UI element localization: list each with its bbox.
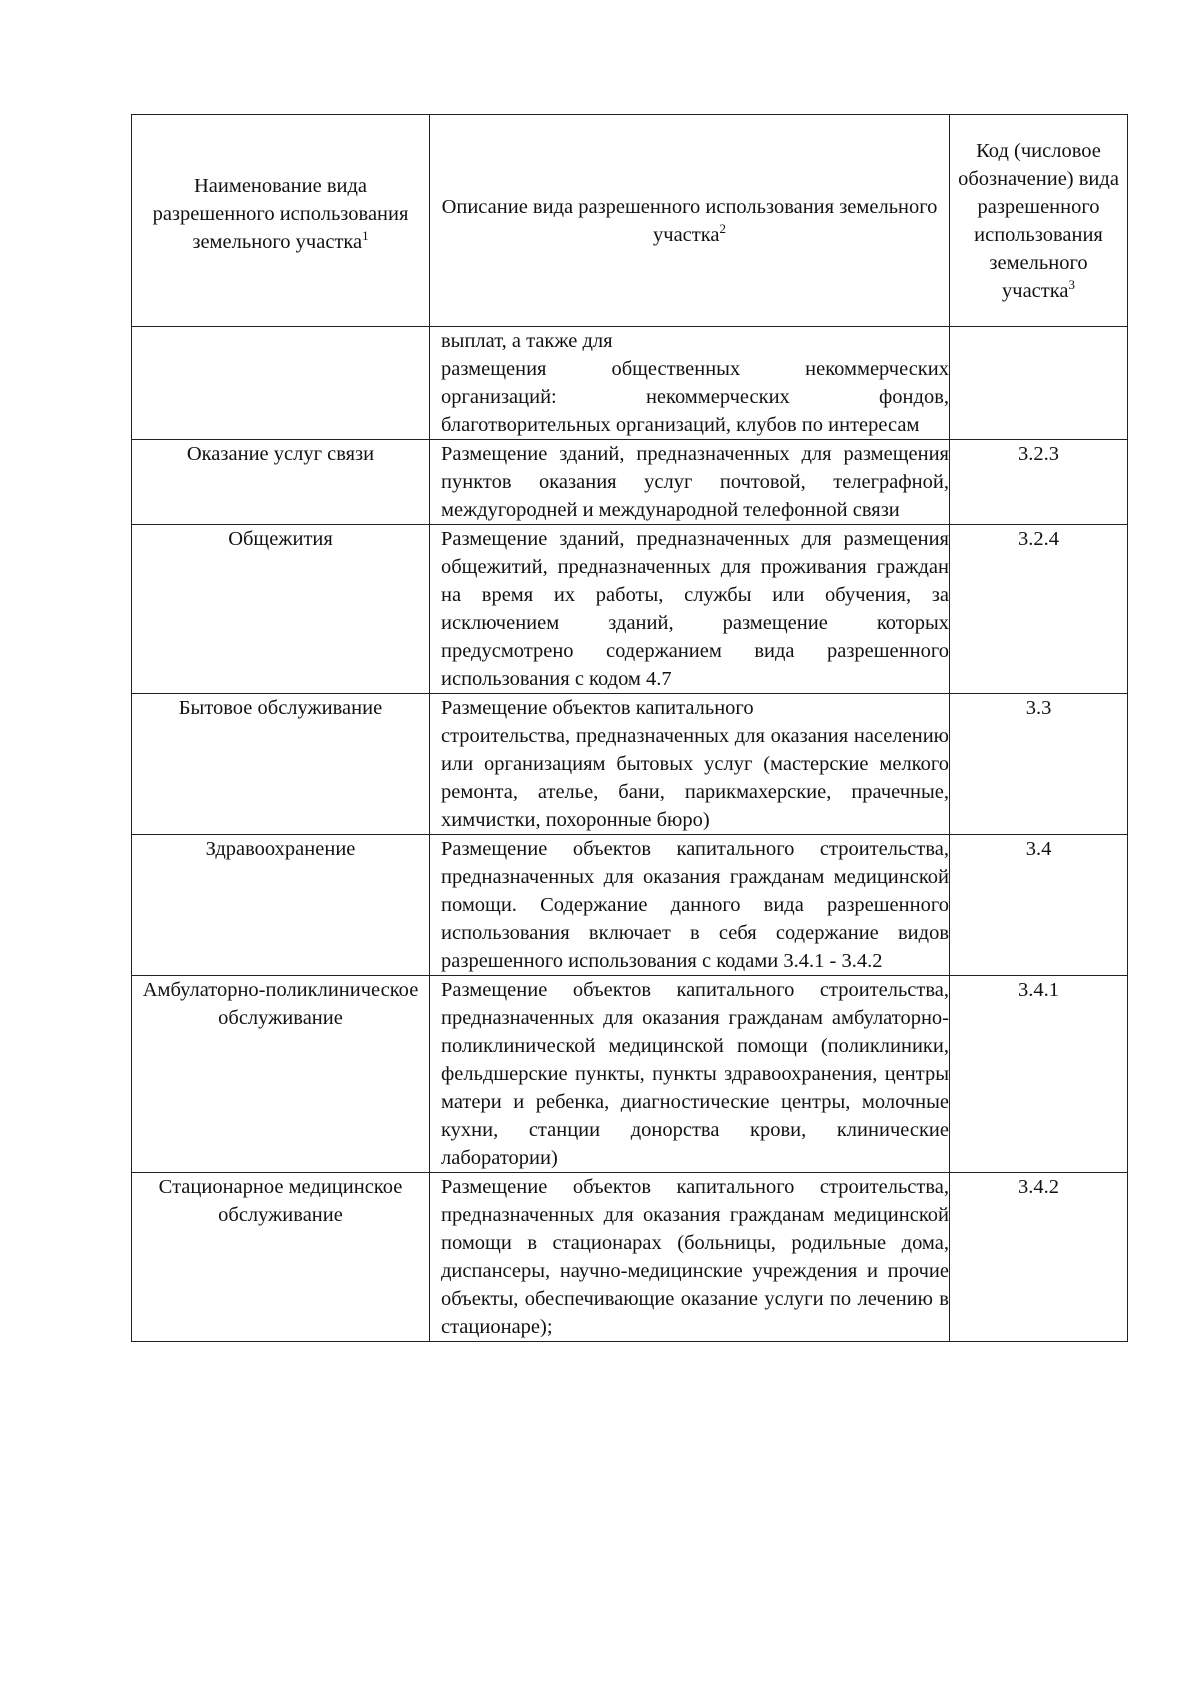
- row-code: 3.4: [950, 835, 1128, 976]
- desc-line: размещения общественных некоммерческих организаций: некоммерческих фондов, благотворительных организаций, клубов по интересам: [441, 358, 949, 436]
- table-row: [132, 1173, 1128, 1342]
- desc-line: Размещение объектов капитального: [441, 697, 754, 719]
- header-name: Наименование вида разрешенного использования земельного участка$^1$: [132, 115, 430, 327]
- row-code: 3.2.4: [950, 525, 1128, 694]
- table-row: [132, 440, 1128, 525]
- header-row: [132, 115, 1128, 327]
- row-name: Оказание услуг связи: [132, 440, 430, 525]
- desc-line: выплат, а также для: [441, 330, 613, 352]
- desc-line: строительства, предназначенных для оказания населению или организациям бытовых услуг (мастерские мелкого ремонта, ателье, бани, парикмахерские, прачечные, химчистки, похоронные бюро): [441, 725, 949, 831]
- footnote-3: 3: [1068, 276, 1075, 292]
- desc-text: Размещение объектов капитального строительства, предназначенных для оказания гражданам медицинской помощи в стационарах (больницы, родильные дома, диспансеры, научно-медицинские учреждения и прочие объекты, обеспечивающие оказание услуги по лечению в стационаре);: [441, 1176, 949, 1338]
- row-description: [430, 1173, 950, 1342]
- footnote-1: 1: [362, 227, 369, 243]
- footnote-2: 2: [719, 220, 726, 236]
- row-description: [430, 976, 950, 1173]
- header-description: Описание вида разрешенного использования земельного участка$^2$: [430, 115, 950, 327]
- row-name: Общежития: [132, 525, 430, 694]
- land-use-table: [131, 114, 1128, 1342]
- table-row: [132, 525, 1128, 694]
- table-row: [132, 976, 1128, 1173]
- row-code: 3.4.1: [950, 976, 1128, 1173]
- row-description: [430, 327, 950, 440]
- desc-text: Размещение зданий, предназначенных для размещения общежитий, предназначенных для проживания граждан на время их работы, службы или обучения, за исключением зданий, размещение которых предусмотрено содержанием вида разрешенного использования с кодом 4.7: [441, 528, 949, 690]
- table-row: [132, 835, 1128, 976]
- row-name: Стационарное медицинское обслуживание: [132, 1173, 430, 1342]
- row-name: Здравоохранение: [132, 835, 430, 976]
- desc-text: Размещение зданий, предназначенных для размещения пунктов оказания услуг почтовой, телеграфной, междугородней и международной телефонной связи: [441, 443, 949, 521]
- row-code: 3.3: [950, 694, 1128, 835]
- row-name: [132, 327, 430, 440]
- row-code: [950, 327, 1128, 440]
- row-name: Амбулаторно-поликлиническое обслуживание: [132, 976, 430, 1173]
- row-name: Бытовое обслуживание: [132, 694, 430, 835]
- row-description: [430, 835, 950, 976]
- header-code: Код (числовое обозначение) вида разрешенного использования земельного участка$^3$: [950, 115, 1128, 327]
- row-description: [430, 694, 950, 835]
- desc-text: Размещение объектов капитального строительства, предназначенных для оказания гражданам амбулаторно-поликлинической медицинской помощи (поликлиники, фельдшерские пункты, пункты здравоохранения, центры матери и ребенка, диагностические центры, молочные кухни, станции донорства крови, клинические лаборатории): [441, 979, 949, 1169]
- row-code: 3.2.3: [950, 440, 1128, 525]
- row-code: 3.4.2: [950, 1173, 1128, 1342]
- table-row: [132, 327, 1128, 440]
- row-description: [430, 440, 950, 525]
- desc-text: Размещение объектов капитального строительства, предназначенных для оказания гражданам медицинской помощи. Содержание данного вида разрешенного использования включает в себя содержание видов разрешенного использования с кодами 3.4.1 - 3.4.2: [441, 838, 949, 972]
- table-row: [132, 694, 1128, 835]
- row-description: [430, 525, 950, 694]
